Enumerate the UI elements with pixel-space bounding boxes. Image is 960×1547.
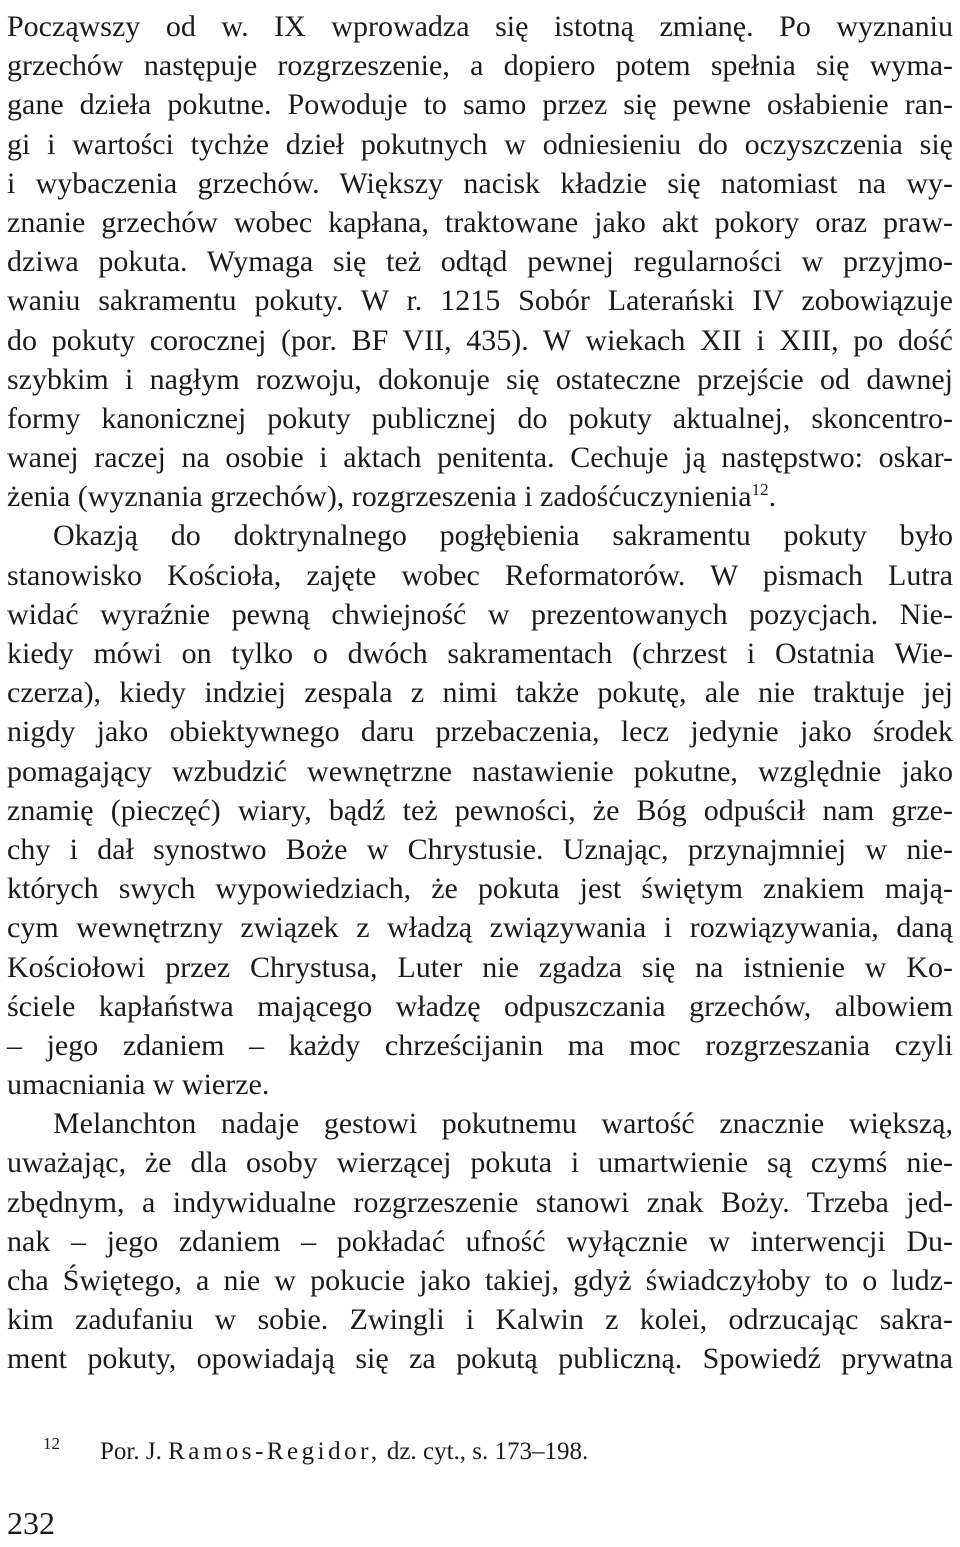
- text-line: cym wewnętrzny związek z władzą związywania i rozwiązywania, daną: [7, 911, 953, 945]
- text-line: znanie grzechów wobec kapłana, traktowane jako akt pokory oraz praw-: [7, 205, 953, 239]
- footnote-reference[interactable]: 12: [751, 480, 769, 500]
- text-line: stanowisko Kościoła, zajęte wobec Reformatorów. W pismach Lutra: [7, 558, 953, 592]
- text-line: Kościołowi przez Chrystusa, Luter nie zgadza się na istnienie w Ko-: [7, 950, 953, 984]
- main-text: [7, 7, 953, 1379]
- paragraph-1: [7, 7, 953, 516]
- text-line: gane dzieła pokutne. Powoduje to samo przez się pewne osłabienie ran-: [7, 88, 953, 122]
- page-number: 232: [7, 1505, 55, 1541]
- text-line: grzechów następuje rozgrzeszenie, a dopiero potem spełnia się wyma-: [7, 49, 953, 83]
- text-line: – jego zdaniem – każdy chrześcijanin ma moc rozgrzeszania czyli: [7, 1028, 953, 1062]
- footnote-text-after: dz. cyt., s. 173–198.: [386, 1438, 589, 1465]
- text-line-content: żenia (wyznania grzechów), rozgrzeszenia i zadośćuczynienia: [7, 480, 752, 514]
- text-line: zbędnym, a indywidualne rozgrzeszenie stanowi znak Boży. Trzeba jed-: [7, 1185, 953, 1219]
- text-line: znamię (pieczęć) wiary, bądź też pewności, że Bóg odpuścił nam grze-: [7, 793, 953, 827]
- text-line: pomagający wzbudzić wewnętrzne nastawienie pokutne, względnie jako: [7, 754, 953, 788]
- text-line: czerza), kiedy indziej zespala z nimi także pokutę, ale nie traktuje jej: [7, 676, 953, 710]
- text-line: [7, 477, 953, 516]
- footnote-author: Ramos-Regidor,: [168, 1438, 381, 1465]
- text-line: ment pokuty, opowiadają się za pokutą publiczną. Spowiedź prywatna: [7, 1342, 953, 1376]
- text-line: wanej raczej na osobie i aktach penitenta. Cechuje ją następstwo: oskar-: [7, 441, 953, 475]
- text-line: gi i wartości tychże dzieł pokutnych w odniesieniu do oczyszczenia się: [7, 127, 953, 161]
- text-line: Okazją do doktrynalnego pogłębienia sakramentu pokuty było: [53, 519, 953, 553]
- text-line: nigdy jako obiektywnego daru przebaczenia, lecz jedynie jako środek: [7, 715, 953, 749]
- text-line: cha Świętego, a nie w pokucie jako takiej, gdyż świadczyłoby to o ludz-: [7, 1264, 953, 1297]
- text-line: chy i dał synostwo Boże w Chrystusie. Uznając, przynajmniej w nie-: [7, 832, 953, 866]
- text-line: szybkim i nagłym rozwoju, dokonuje się ostateczne przejście od dawnej: [7, 362, 953, 396]
- sentence-period: .: [768, 480, 777, 514]
- text-line: kiedy mówi on tylko o dwóch sakramentach (chrzest i Ostatnia Wie-: [7, 637, 953, 670]
- text-line: dziwa pokuta. Wymaga się też odtąd pewnej regularności w przyjmo-: [7, 245, 953, 279]
- paragraph-3: [7, 1104, 953, 1378]
- text-line: których swych wypowiedziach, że pokuta jest świętym znakiem mają-: [7, 872, 953, 906]
- text-line: uważając, że dla osoby wierzącej pokuta i umartwienie są czymś nie-: [7, 1146, 953, 1180]
- paragraph-2: [7, 516, 953, 1104]
- text-line: kim zadufaniu w sobie. Zwingli i Kalwin z kolei, odrzucając sakra-: [7, 1303, 953, 1337]
- text-line: do pokuty corocznej (por. BF VII, 435). W wiekach XII i XIII, po dość: [7, 323, 953, 357]
- text-line: waniu sakramentu pokuty. W r. 1215 Sobór Laterański IV zobowiązuje: [7, 284, 953, 318]
- text-line: ściele kapłaństwa mającego władzę odpuszczania grzechów, albowiem: [7, 989, 953, 1023]
- text-line: i wybaczenia grzechów. Większy nacisk kładzie się natomiast na wy-: [7, 166, 953, 200]
- text-line: Melanchton nadaje gestowi pokutnemu wartość znacznie większą,: [53, 1107, 953, 1141]
- text-line: Począwszy od w. IX wprowadza się istotną zmianę. Po wyznaniu: [7, 10, 953, 43]
- text-line: umacniania w wierze.: [7, 1068, 270, 1102]
- footnote-number: 12: [43, 1434, 60, 1453]
- footnote-text-before: Por. J.: [100, 1438, 162, 1465]
- footnote: [43, 1434, 589, 1469]
- text-line: nak – jego zdaniem – pokładać ufność wyłącznie w interwencji Du-: [7, 1224, 953, 1258]
- text-line: formy kanonicznej pokuty publicznej do pokuty aktualnej, skoncentro-: [7, 401, 953, 435]
- text-line: widać wyraźnie pewną chwiejność w prezentowanych pozycjach. Nie-: [7, 597, 953, 631]
